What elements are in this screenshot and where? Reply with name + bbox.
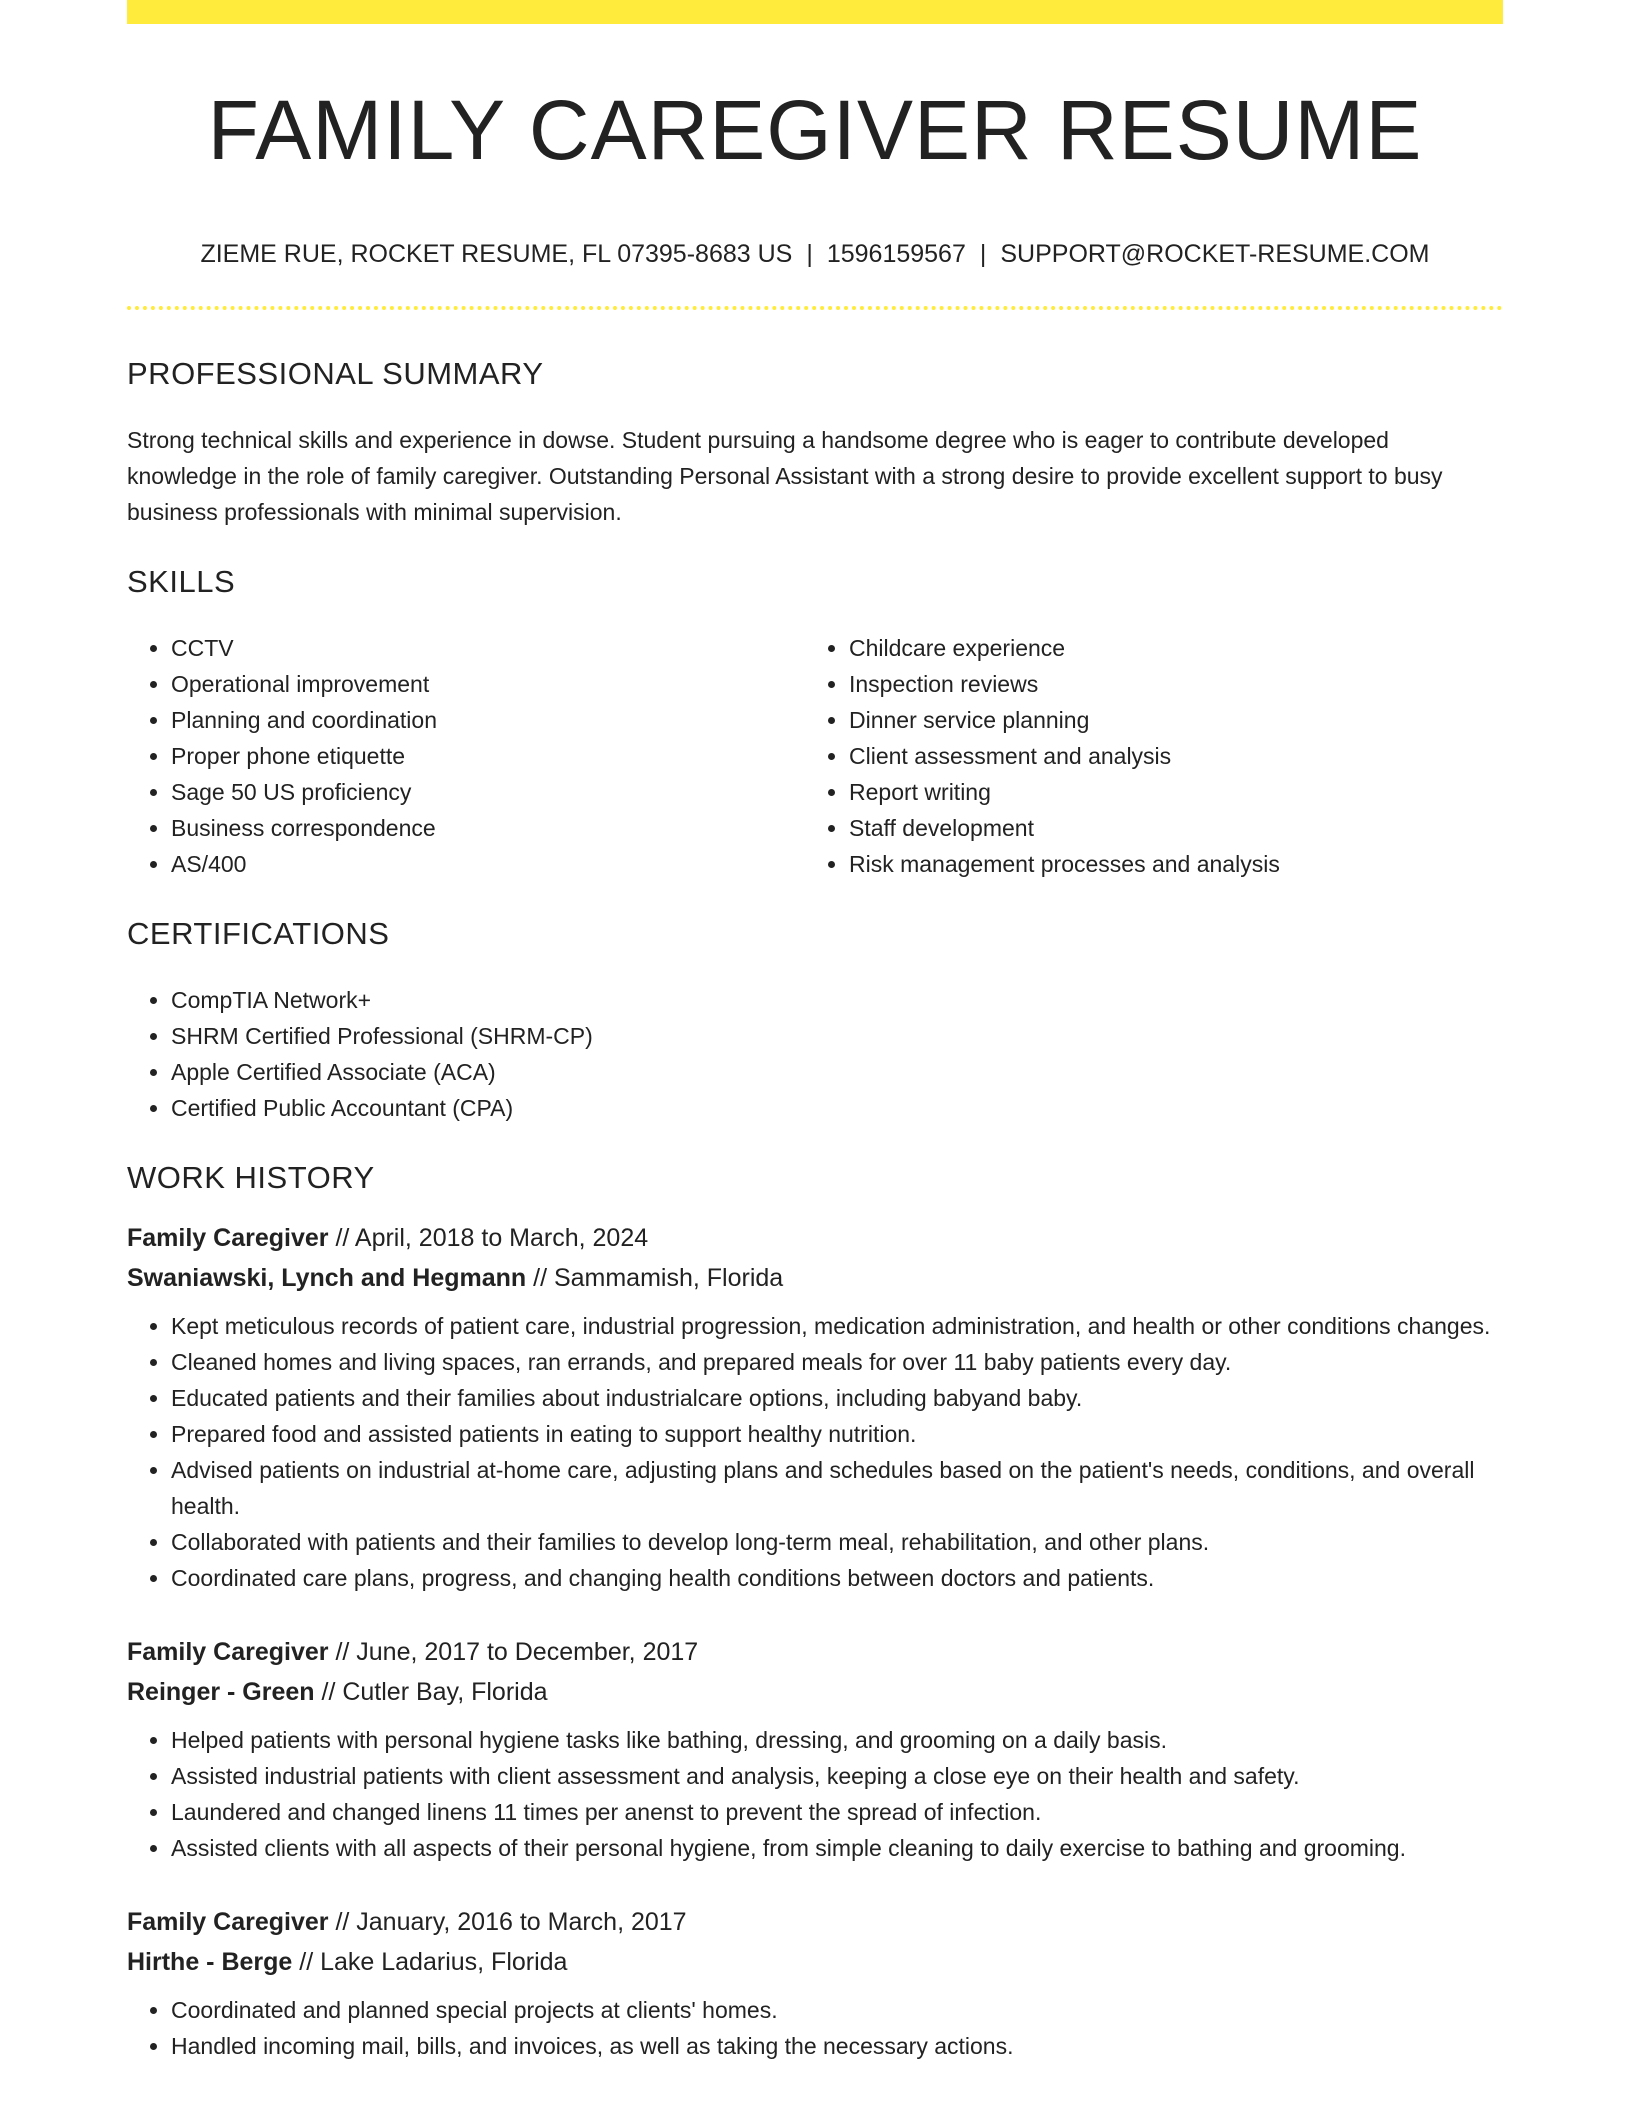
job-bullet: • Kept meticulous records of patient care, industrial progression, medication administration, and health or other conditions changes.	[171, 1308, 1503, 1344]
job-bullets	[127, 1992, 1503, 2064]
job-dates: // June, 2017 to December, 2017	[328, 1638, 699, 1666]
job-dates: // April, 2018 to March, 2024	[328, 1224, 649, 1252]
job-bullets	[127, 1722, 1503, 1866]
certification-item: • Apple Certified Associate (ACA)	[171, 1054, 1503, 1090]
job-bullet: • Assisted clients with all aspects of their personal hygiene, from simple cleaning to daily exercise to bathing and grooming.	[171, 1830, 1503, 1866]
job-title-line	[127, 1218, 1503, 1258]
certification-item: • Certified Public Accountant (CPA)	[171, 1090, 1503, 1126]
resume-content	[127, 352, 1503, 2100]
summary-text: Strong technical skills and experience in dowse. Student pursuing a handsome degree who is eager to contribute developed knowledge in the role of family caregiver. Outstanding Personal Assistant with a strong desire to provide excellent support to busy business professionals with minimal supervision.	[127, 427, 1443, 525]
job-bullet: • Prepared food and assisted patients in eating to support healthy nutrition.	[171, 1416, 1503, 1452]
job-bullet: • Coordinated care plans, progress, and changing health conditions between doctors and patients.	[171, 1560, 1503, 1596]
job-entry	[127, 1218, 1503, 1596]
skills-section	[127, 560, 1503, 882]
job-title: Family Caregiver	[127, 1908, 329, 1936]
certification-item: • SHRM Certified Professional (SHRM-CP)	[171, 1018, 1503, 1054]
skill-item: • Inspection reviews	[849, 666, 1483, 702]
contact-line	[127, 236, 1503, 272]
contact-email: SUPPORT@ROCKET-RESUME.COM	[1000, 240, 1430, 268]
job-dates: // January, 2016 to March, 2017	[328, 1908, 687, 1936]
skill-item: • Childcare experience	[849, 630, 1483, 666]
skill-item: • Risk management processes and analysis	[849, 846, 1483, 882]
job-bullet: • Coordinated and planned special projects at clients' homes.	[171, 1992, 1503, 2028]
skills-heading: SKILLS	[127, 564, 236, 599]
job-bullet: • Cleaned homes and living spaces, ran errands, and prepared meals for over 11 baby patients every day.	[171, 1344, 1503, 1380]
job-title-line	[127, 1632, 1503, 1672]
skills-columns	[127, 630, 1503, 882]
skill-item: • Staff development	[849, 810, 1483, 846]
skills-list-left	[127, 630, 805, 882]
job-bullet: • Collaborated with patients and their families to develop long-term meal, rehabilitation, and other plans.	[171, 1524, 1503, 1560]
job-company: Swaniawski, Lynch and Hegmann	[127, 1264, 527, 1292]
job-bullet: • Helped patients with personal hygiene tasks like bathing, dressing, and grooming on a daily basis.	[171, 1722, 1503, 1758]
dotted-divider	[127, 306, 1503, 310]
job-company-line	[127, 1672, 1503, 1712]
job-bullet: • Educated patients and their families about industrialcare options, including babyand baby.	[171, 1380, 1503, 1416]
contact-separator: |	[806, 240, 813, 268]
certification-item: • CompTIA Network+	[171, 982, 1503, 1018]
job-company: Hirthe - Berge	[127, 1948, 293, 1976]
job-location: // Lake Ladarius, Florida	[292, 1948, 568, 1976]
skill-item: • Dinner service planning	[849, 702, 1483, 738]
job-title: Family Caregiver	[127, 1638, 329, 1666]
skill-item: • Business correspondence	[171, 810, 805, 846]
job-title: Family Caregiver	[127, 1224, 329, 1252]
skills-list-right	[805, 630, 1483, 882]
skill-item: • CCTV	[171, 630, 805, 666]
contact-phone: 1596159567	[826, 240, 966, 268]
skill-item: • Sage 50 US proficiency	[171, 774, 805, 810]
job-location: // Sammamish, Florida	[526, 1264, 784, 1292]
job-bullets	[127, 1308, 1503, 1596]
work-history-section	[127, 1156, 1503, 2064]
summary-section	[127, 352, 1503, 530]
summary-heading: PROFESSIONAL SUMMARY	[127, 356, 544, 391]
skill-item: • AS/400	[171, 846, 805, 882]
skill-item: • Client assessment and analysis	[849, 738, 1483, 774]
job-location: // Cutler Bay, Florida	[314, 1678, 548, 1706]
job-bullet: • Assisted industrial patients with client assessment and analysis, keeping a close eye on their health and safety.	[171, 1758, 1503, 1794]
skill-item: • Planning and coordination	[171, 702, 805, 738]
job-bullet: • Handled incoming mail, bills, and invoices, as well as taking the necessary actions.	[171, 2028, 1503, 2064]
skill-item: • Proper phone etiquette	[171, 738, 805, 774]
job-entry	[127, 1632, 1503, 1866]
skill-item: • Report writing	[849, 774, 1483, 810]
job-company-line	[127, 1942, 1503, 1982]
contact-address: ZIEME RUE, ROCKET RESUME, FL 07395-8683 US	[200, 240, 793, 268]
accent-bar	[127, 0, 1503, 24]
job-bullet: • Laundered and changed linens 11 times per anenst to prevent the spread of infection.	[171, 1794, 1503, 1830]
job-title-line	[127, 1902, 1503, 1942]
resume-title: FAMILY CAREGIVER RESUME	[207, 83, 1423, 177]
contact-separator: |	[979, 240, 987, 268]
certifications-heading: CERTIFICATIONS	[127, 916, 390, 951]
certifications-section	[127, 912, 1503, 1126]
job-entry	[127, 1902, 1503, 2064]
work-history-heading: WORK HISTORY	[127, 1160, 375, 1195]
job-company-line	[127, 1258, 1503, 1298]
job-bullet: • Advised patients on industrial at-home care, adjusting plans and schedules based on the patient's needs, conditions, and overall health.	[171, 1452, 1503, 1524]
skill-item: • Operational improvement	[171, 666, 805, 702]
certifications-list	[127, 982, 1503, 1126]
job-company: Reinger - Green	[127, 1678, 315, 1706]
